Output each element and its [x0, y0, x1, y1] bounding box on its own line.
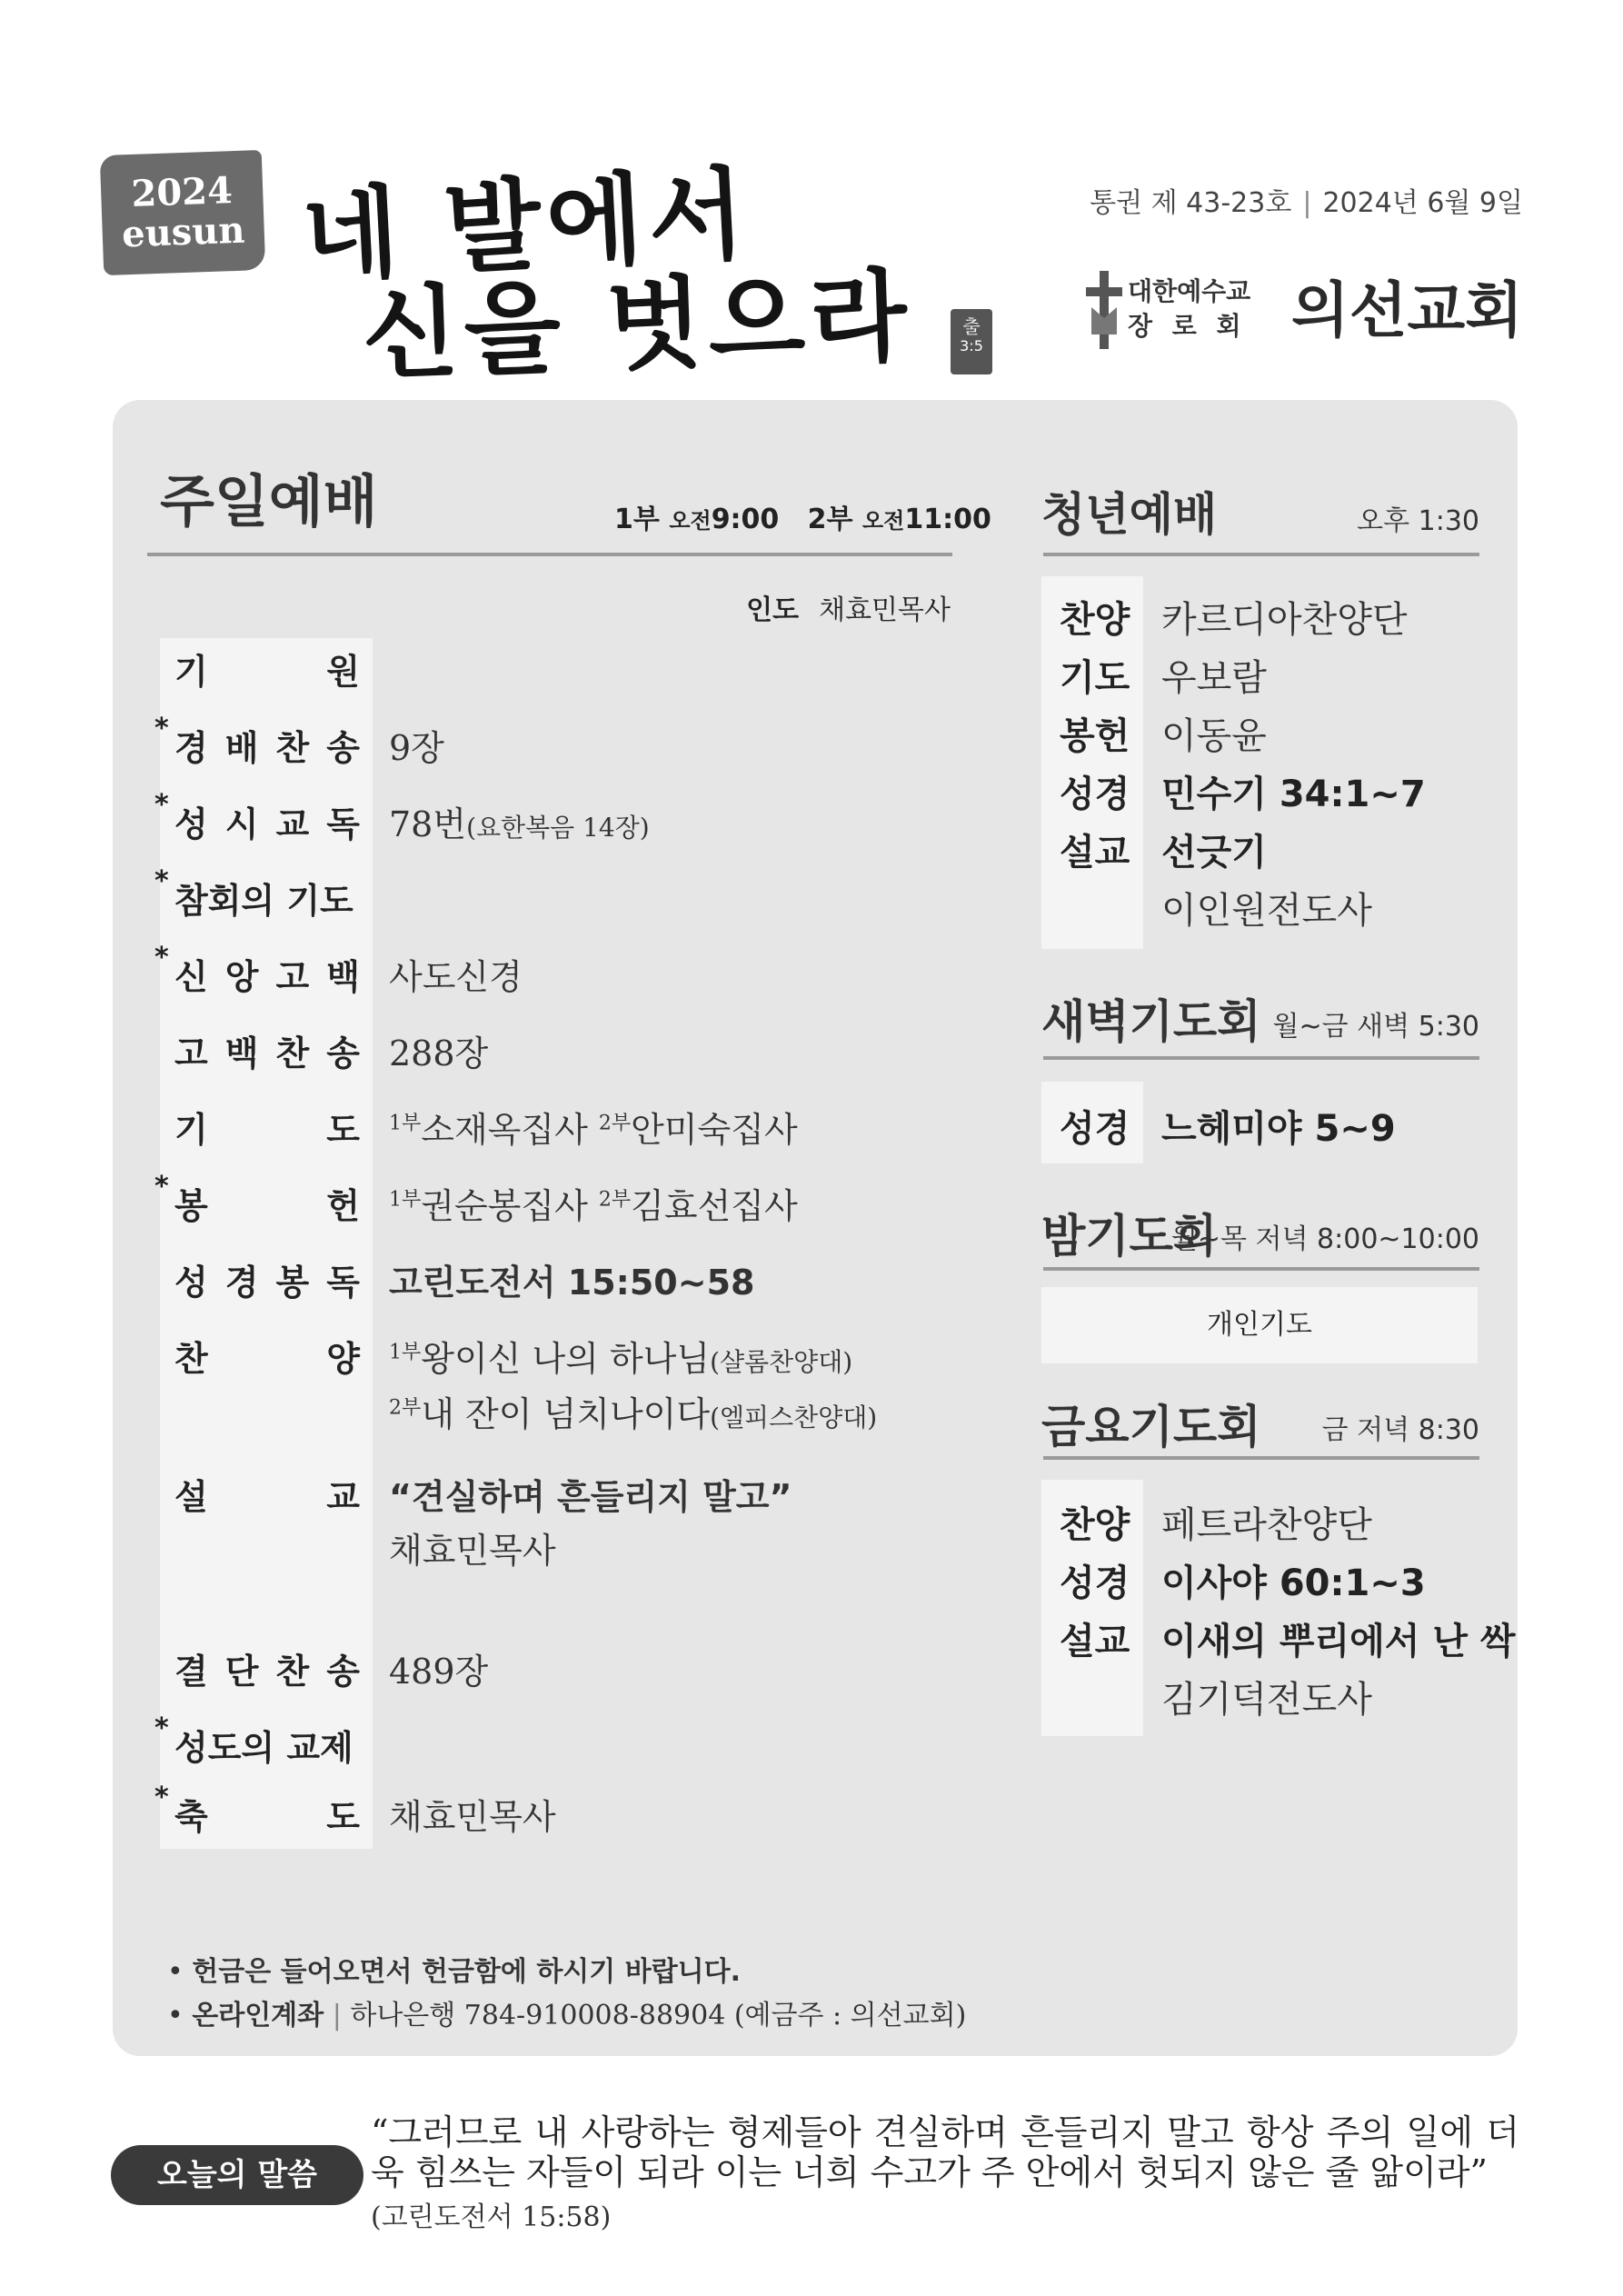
account-note: • 온라인계좌 | 하나은행 784-910008-88904 (예금주 : 의선교회) [167, 2000, 967, 2031]
logo-year: 2024 [130, 169, 234, 215]
order-label: 찬 양 [174, 1339, 360, 1379]
order-value: 9장 [389, 728, 444, 768]
service1-label: 1부 [614, 504, 660, 535]
service1-prefix: 오전 [669, 508, 712, 534]
order-item [154, 789, 1069, 860]
order-item [160, 1469, 1069, 1587]
theme-title-line1: 네 발에서 [299, 155, 753, 295]
dawn-item: 성경 느헤미야 5~9 [1060, 1108, 1396, 1150]
service1-time: 9:00 [711, 504, 780, 535]
friday-item: 찬양 페트라찬양단 [1060, 1504, 1372, 1546]
friday-prayer-title: 금요기도회 [1041, 1401, 1261, 1453]
order-label: 고 백 찬 송 [174, 1033, 360, 1073]
order-label: * 봉 헌 [154, 1171, 360, 1226]
order-item [160, 1102, 1069, 1165]
offering-note: • 헌금은 들어오면서 헌금함에 하시기 바랍니다. [167, 1956, 742, 1988]
cross-icon [1086, 271, 1122, 349]
order-value: 고린도전서 15:50~58 [389, 1263, 755, 1303]
order-label: * 성도의 교제 [154, 1712, 353, 1768]
leader-label: 인도 [746, 594, 800, 626]
section-divider [1043, 1056, 1479, 1060]
logo-text: eusun [121, 208, 246, 256]
youth-item: 설교 선긋기 [1060, 832, 1267, 873]
friday-item: 김기덕전도사 [1161, 1679, 1372, 1721]
youth-item: 찬양 카르디아찬양단 [1060, 599, 1408, 641]
issue-number: 통권 제 43-23호 [1090, 187, 1292, 219]
order-item [154, 1782, 1069, 1852]
order-value: 489장 [389, 1652, 489, 1692]
youth-item: 이인원전도사 [1161, 890, 1372, 932]
night-prayer-title: 밤기도회 [1041, 1210, 1218, 1263]
order-value: 288장 [389, 1033, 489, 1073]
year-logo [100, 150, 265, 275]
youth-worship-title: 청년예배 [1041, 488, 1218, 541]
order-item [154, 1171, 1069, 1242]
youth-worship-time: 오후 1:30 [1357, 505, 1479, 537]
youth-item: 성경 민수기 34:1~7 [1060, 774, 1426, 815]
night-prayer-time: 월~목 저녁 8:00~10:00 [1170, 1223, 1479, 1255]
section-divider [147, 553, 952, 556]
order-value: 78번(요한복음 14장) [389, 804, 650, 844]
order-label: * 참회의 기도 [154, 865, 353, 921]
order-value: $^{1부}$권순봉집사 $^{2부}$김효선집사 [389, 1186, 798, 1226]
theme-ref-verse: 3:5 [960, 337, 983, 354]
order-item [154, 713, 1069, 784]
order-label: * 성 시 교 독 [154, 789, 360, 844]
section-divider [1043, 1456, 1479, 1460]
youth-item: 기도 우보람 [1060, 657, 1267, 699]
order-label: * 신 앙 고 백 [154, 942, 360, 997]
order-item [154, 1712, 1069, 1783]
service2-label: 2부 [807, 504, 853, 535]
order-label: 기 도 [174, 1110, 360, 1150]
order-item [160, 1254, 1069, 1318]
denomination-line1: 대한예수교 [1127, 276, 1251, 306]
order-label: 성 경 봉 독 [174, 1263, 360, 1303]
order-item [160, 1643, 1069, 1707]
issue-info [1090, 180, 1523, 220]
sunday-service-times [614, 496, 991, 536]
worship-leader [746, 587, 951, 627]
theme-verse-stamp [951, 309, 992, 374]
church-logo [1127, 269, 1523, 351]
order-item [154, 942, 1069, 1013]
section-divider [1043, 1267, 1479, 1271]
announcements [167, 1951, 966, 2038]
sermon-preacher: 채효민목사 [389, 1531, 556, 1571]
dawn-prayer-time: 월~금 새벽 5:30 [1272, 1011, 1479, 1043]
section-divider [1043, 553, 1479, 556]
order-label: * 축 도 [154, 1782, 360, 1837]
denomination [1128, 275, 1300, 344]
friday-item: 설교 이새의 뿌리에서 난 싹 [1060, 1621, 1516, 1662]
todays-word-reference: (고린도전서 15:58) [371, 2201, 612, 2233]
order-label: 결 단 찬 송 [174, 1652, 360, 1692]
theme-title-line2: 신을 벗으라 [360, 256, 914, 394]
friday-item: 성경 이사야 60:1~3 [1060, 1562, 1426, 1604]
issue-date: 2024년 6월 9일 [1322, 187, 1523, 219]
order-value: $^{1부}$소재옥집사 $^{2부}$안미숙집사 [389, 1110, 798, 1150]
youth-item: 봉헌 이동윤 [1060, 715, 1267, 757]
order-label: 기 원 [174, 652, 360, 692]
sermon-title: “견실하며 흔들리지 말고” [389, 1477, 792, 1517]
order-value: 채효민목사 [389, 1797, 556, 1837]
service2-prefix: 오전 [861, 508, 905, 534]
order-value [389, 1469, 792, 1572]
todays-word-badge: 오늘의 말씀 [111, 2145, 363, 2205]
order-value: $^{1부}$왕이신 나의 하나님(샬롬찬양대) $^{2부}$내 잔이 넘치나이다(엘피스찬양대) [389, 1339, 878, 1434]
order-item [160, 644, 1069, 707]
dawn-prayer-title: 새벽기도회 [1041, 995, 1261, 1048]
divider: | [1302, 187, 1312, 219]
order-item [154, 865, 1069, 936]
friday-prayer-time: 금 저녁 8:30 [1321, 1414, 1479, 1446]
todays-word-verse: “그러므로 내 사랑하는 형제들아 견실하며 흔들리지 말고 항상 주의 일에 더욱 힘쓰는 자들이 되라 이는 너희 수고가 주 안에서 헛되지 않은 줄 앎이라” [371, 2112, 1519, 2192]
order-value: 사도신경 [389, 957, 523, 997]
denomination-line2: 장 로 회 [1127, 311, 1247, 341]
sunday-worship-title: 주일예배 [160, 468, 378, 534]
night-prayer-box: 개인기도 [1041, 1287, 1478, 1363]
order-label: 설 교 [174, 1477, 360, 1517]
order-item [160, 1025, 1069, 1089]
leader-name: 채효민목사 [819, 594, 951, 626]
church-name: 의선교회 [1290, 275, 1523, 345]
order-label: * 경 배 찬 송 [154, 713, 360, 768]
service2-time: 11:00 [904, 504, 991, 535]
theme-ref-book: 출 [962, 315, 981, 337]
order-item [160, 1331, 1069, 1449]
